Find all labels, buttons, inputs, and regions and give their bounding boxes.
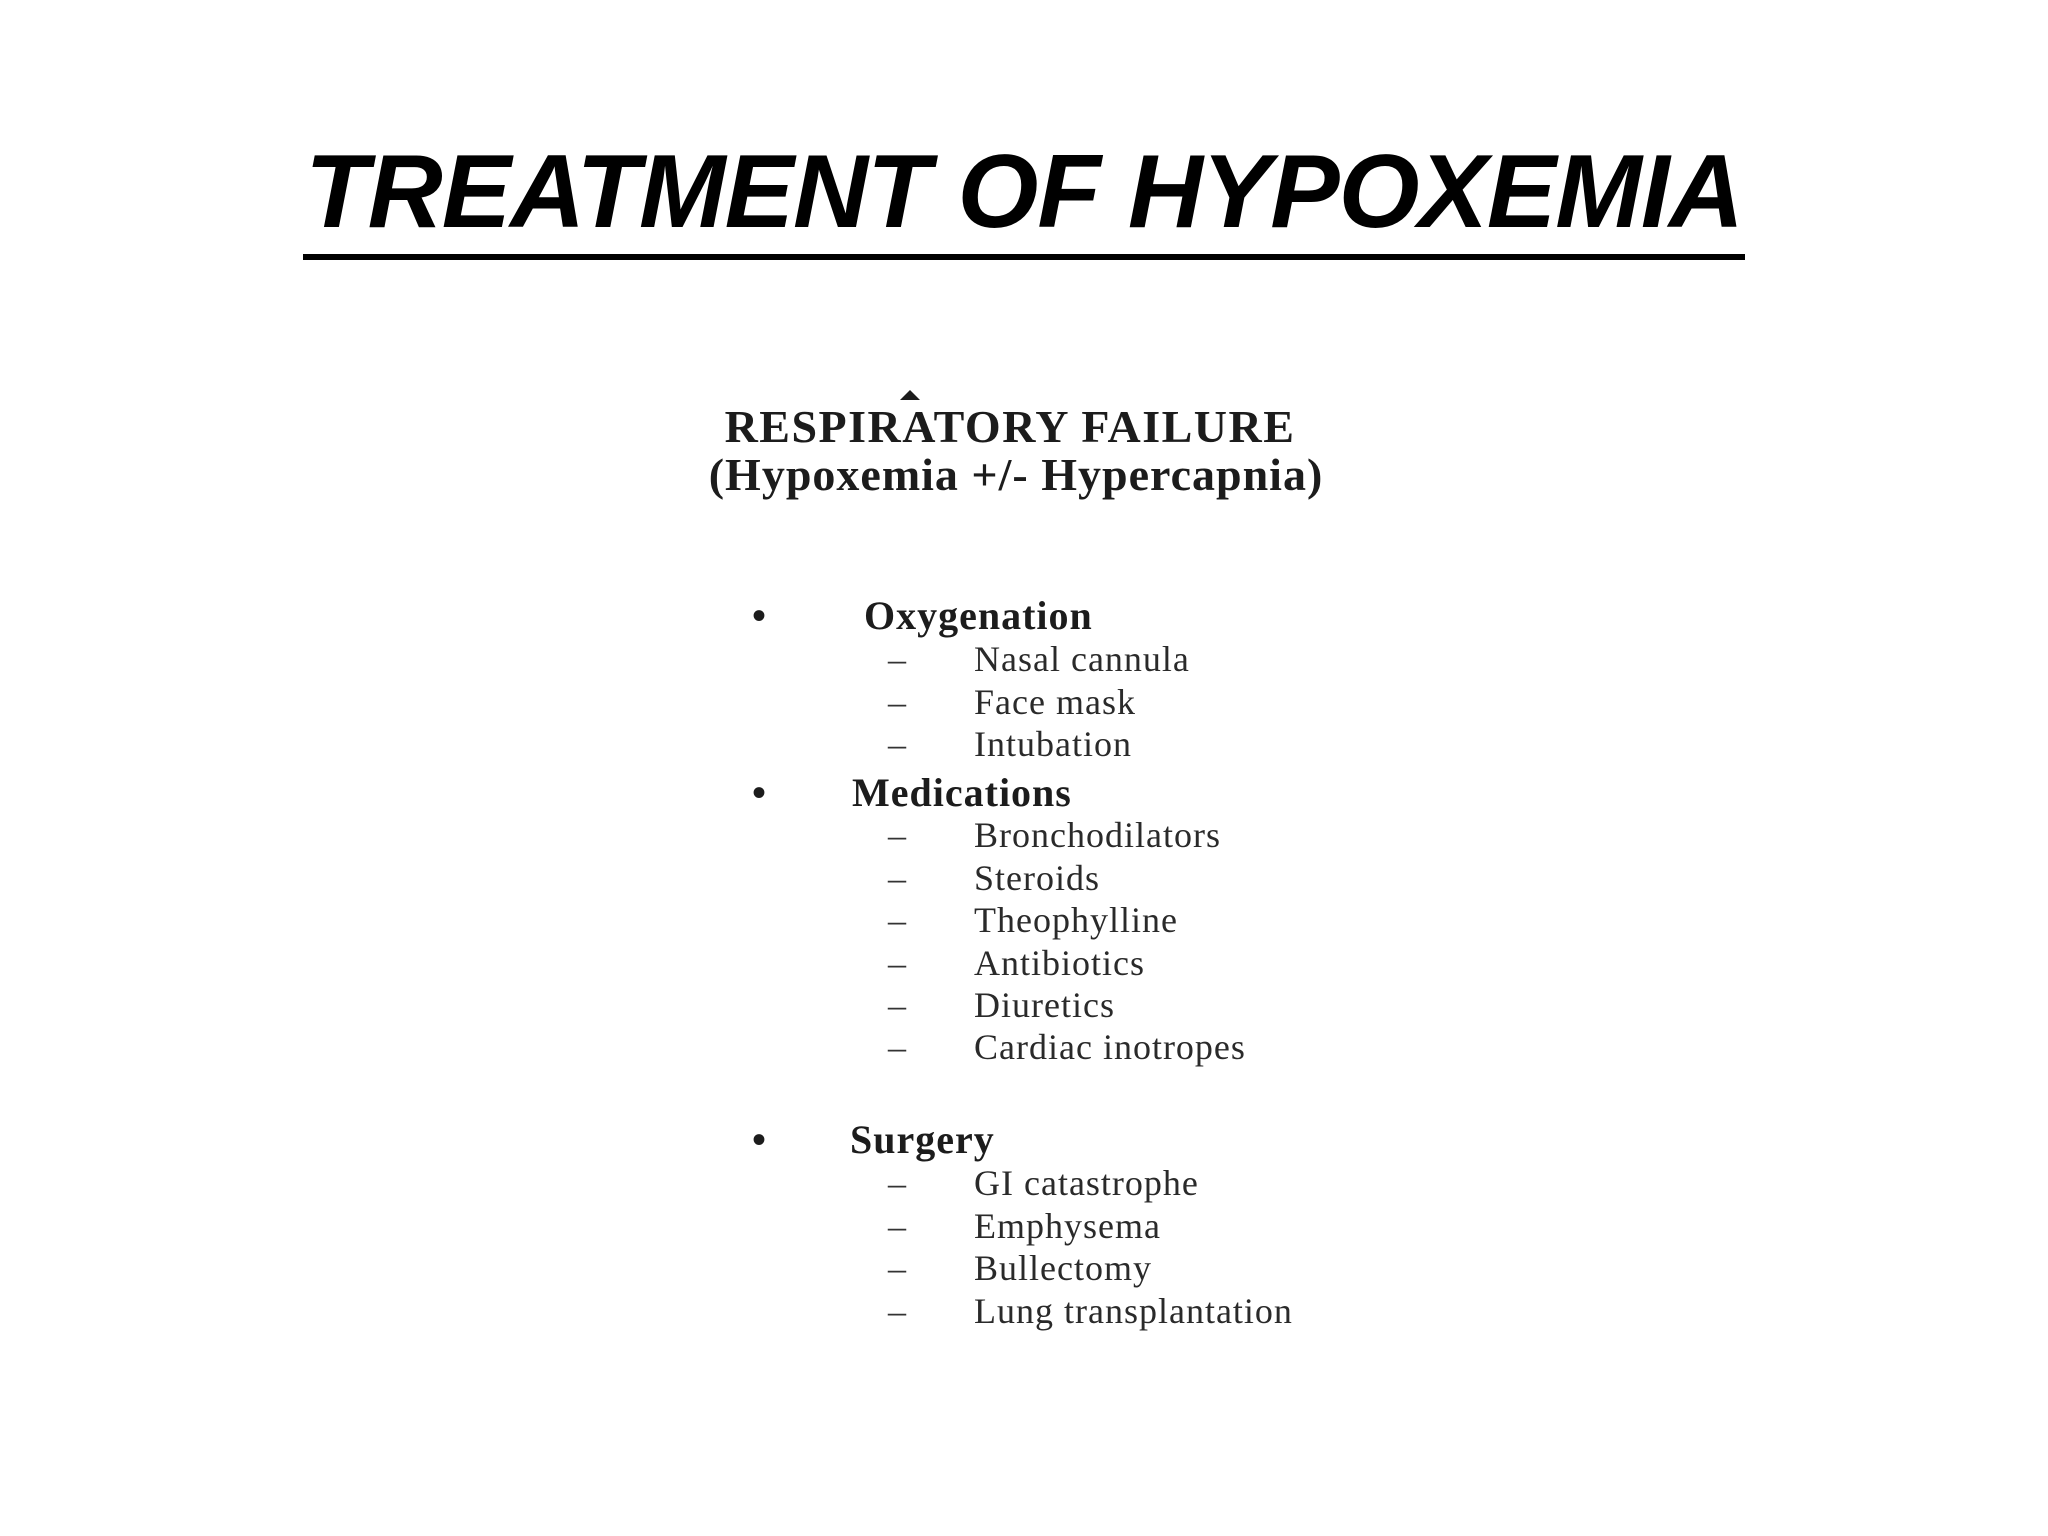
list-item: Steroids: [974, 858, 1101, 898]
figure-subheading: (Hypoxemia +/- Hypercapnia): [708, 449, 1324, 500]
dash-icon: –: [888, 1163, 906, 1203]
dash-icon: –: [888, 1206, 906, 1246]
category-medications: Medications: [852, 770, 1072, 815]
list-item: Bullectomy: [974, 1248, 1152, 1288]
bullet-icon: •: [752, 770, 767, 815]
list-item: Face mask: [974, 682, 1136, 722]
list-item: Nasal cannula: [974, 639, 1190, 679]
dash-icon: –: [888, 815, 906, 855]
list-item: Bronchodilators: [974, 815, 1221, 855]
dash-icon: –: [888, 1291, 906, 1331]
dash-icon: –: [888, 900, 906, 940]
figure-heading: RESPIRATORY FAILURE: [724, 401, 1296, 452]
category-oxygenation: Oxygenation: [864, 593, 1093, 638]
list-item: Cardiac inotropes: [974, 1027, 1246, 1067]
bullet-icon: •: [752, 1117, 767, 1162]
dash-icon: –: [888, 943, 906, 983]
scan-artifact-caret-icon: [900, 390, 920, 400]
list-item: Emphysema: [974, 1206, 1161, 1246]
dash-icon: –: [888, 724, 906, 764]
list-item: Intubation: [974, 724, 1132, 764]
list-item: Diuretics: [974, 985, 1115, 1025]
dash-icon: –: [888, 682, 906, 722]
dash-icon: –: [888, 639, 906, 679]
dash-icon: –: [888, 1027, 906, 1067]
dash-icon: –: [888, 1248, 906, 1288]
list-item: Lung transplantation: [974, 1291, 1293, 1331]
bullet-icon: •: [752, 593, 767, 638]
slide-title-text: TREATMENT OF HYPOXEMIA: [303, 132, 1745, 260]
dash-icon: –: [888, 858, 906, 898]
list-item: Theophylline: [974, 900, 1178, 940]
list-item: GI catastrophe: [974, 1163, 1199, 1203]
category-surgery: Surgery: [850, 1117, 995, 1162]
dash-icon: –: [888, 985, 906, 1025]
list-item: Antibiotics: [974, 943, 1145, 983]
